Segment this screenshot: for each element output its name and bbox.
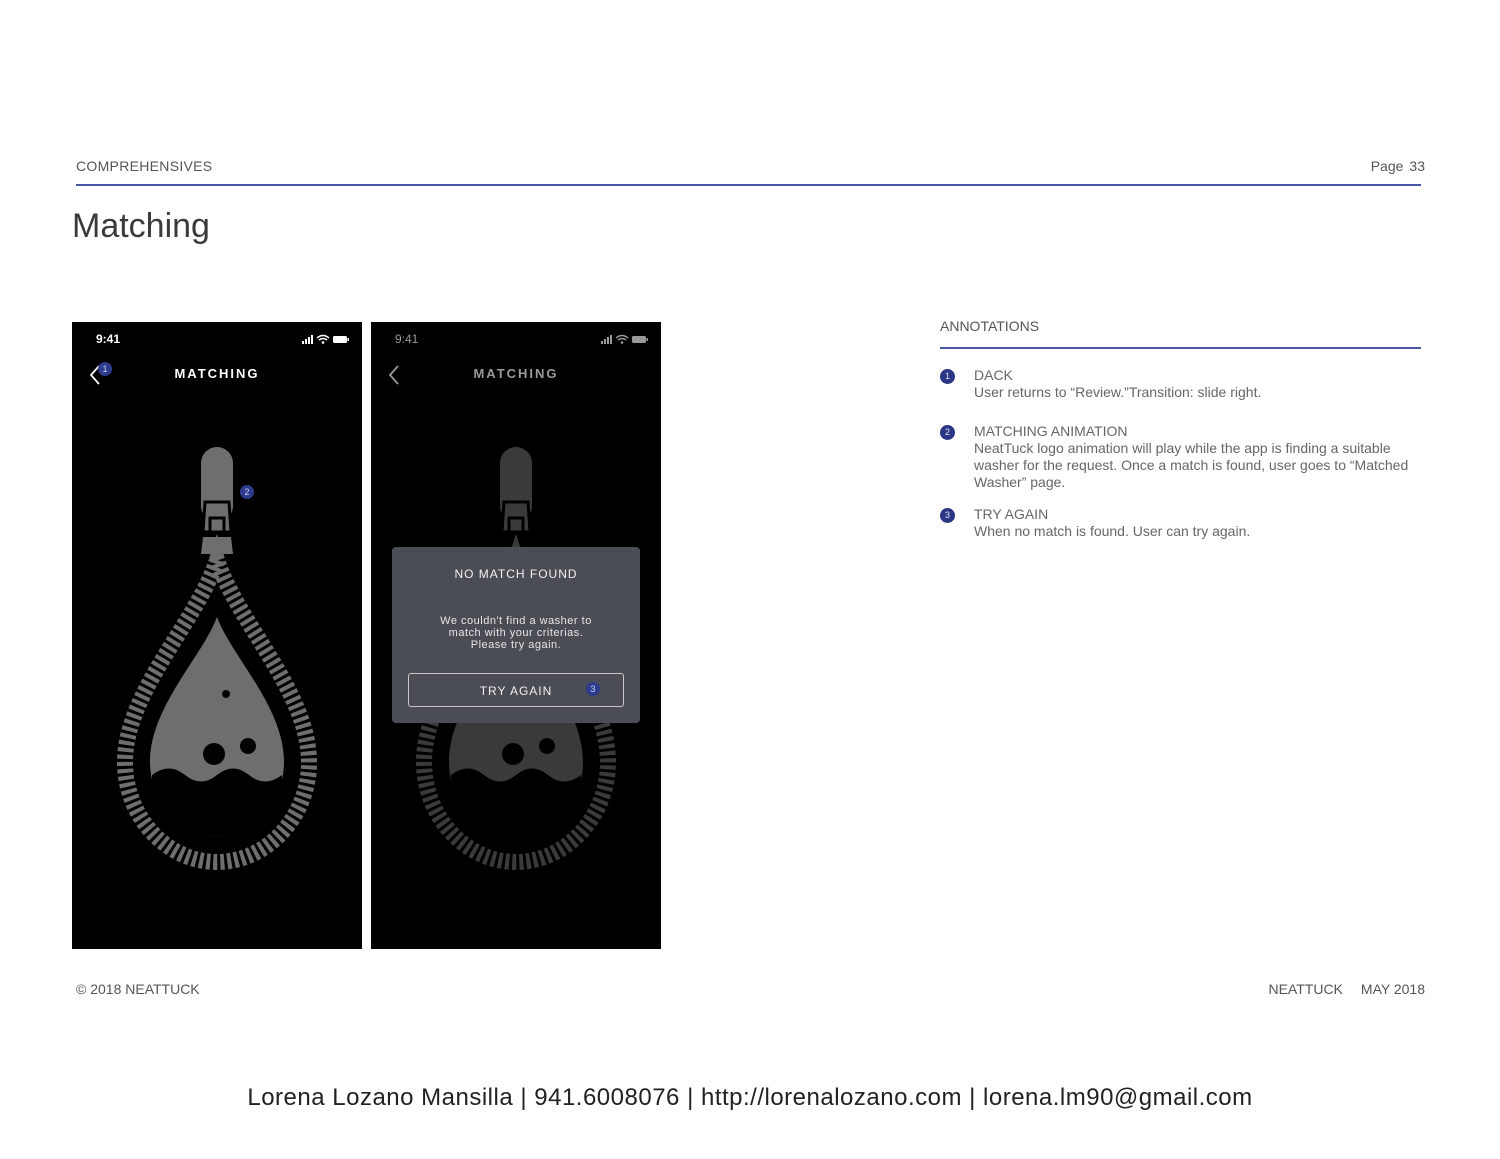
annotation-title: MATCHING ANIMATION (974, 423, 1128, 439)
dialog-message (412, 615, 620, 651)
phone-screen-matching (72, 322, 362, 949)
annotation-description: User returns to “Review.”Transition: slide right. (974, 384, 1262, 400)
page-number-value: 33 (1409, 158, 1425, 174)
footer-copyright: © 2018 NEATTUCK (76, 981, 200, 997)
nav-title: MATCHING (473, 366, 559, 381)
annotation-badge-3: 3 (586, 682, 600, 696)
try-again-label: TRY AGAIN (479, 684, 553, 698)
annotations-divider (940, 347, 1421, 349)
footer-meta (1250, 981, 1425, 997)
status-time: 9:41 (96, 332, 121, 346)
footer-brand: NEATTUCK (1268, 981, 1343, 997)
annotation-number: 3 (940, 508, 955, 523)
annotation-title: DACK (974, 367, 1013, 383)
annotation-description: NeatTuck logo animation will play while the app is finding a suitable washer for the request. Once a match is found, user goes to “Matched Washer” page. (974, 440, 1409, 490)
annotation-number: 1 (940, 369, 955, 384)
footer-date: MAY 2018 (1360, 981, 1425, 997)
status-icons (302, 333, 350, 345)
status-time: 9:41 (395, 332, 419, 346)
page-label: Page (1370, 158, 1404, 174)
annotation-number: 2 (940, 425, 955, 440)
no-match-dialog (392, 547, 640, 723)
dialog-title: NO MATCH FOUND (454, 567, 578, 581)
contact-line: Lorena Lozano Mansilla | 941.6008076 | http://lorenalozano.com | lorena.lm90@gmail.com (247, 1084, 1253, 1111)
dialog-message-line: match with your criterias. (448, 627, 584, 639)
dialog-message-line: We couldn't find a washer to (440, 615, 592, 627)
section-label: COMPREHENSIVES (76, 158, 213, 174)
status-icons (601, 333, 649, 345)
page-number (1365, 158, 1425, 174)
neattuck-zipper-logo-icon (117, 442, 317, 872)
page-title: Matching (72, 207, 210, 245)
annotation-description: When no match is found. User can try again. (974, 523, 1251, 539)
annotation-badge-2: 2 (240, 485, 254, 499)
annotation-title: TRY AGAIN (974, 506, 1049, 522)
annotations-heading: ANNOTATIONS (940, 318, 1040, 334)
nav-title: MATCHING (174, 366, 260, 381)
dialog-message-line: Please try again. (470, 639, 562, 651)
annotation-badge-1: 1 (98, 362, 112, 376)
header-divider (76, 184, 1421, 186)
phone-screen-no-match (371, 322, 661, 949)
